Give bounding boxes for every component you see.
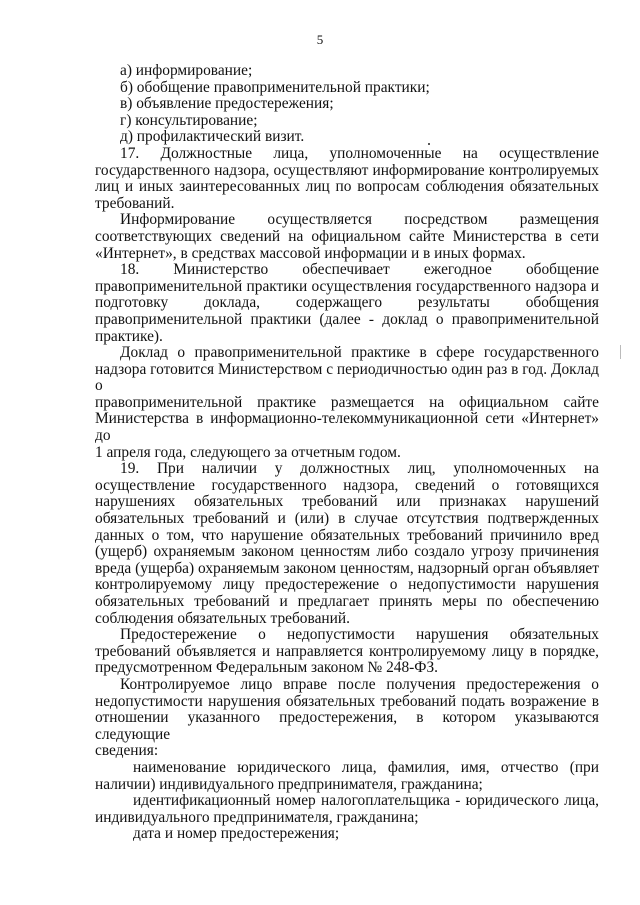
scan-speck — [428, 143, 430, 145]
text-line: обязательных требований и (или) в случае отсутствия подтвержденных — [95, 510, 599, 528]
text-line: нарушениях обязательных требований или признаках нарушений — [95, 493, 599, 511]
text-line: правоприменительной практики (далее - доклад о правоприменительной — [95, 310, 599, 328]
text-line: осуществление государственного надзора, сведений о готовящихся — [95, 476, 599, 494]
text-line: надзора готовится Министерством с периодичностью один раз в год. Доклад о — [95, 360, 599, 395]
text-line: 19. При наличии у должностных лиц, уполномоченных на — [120, 460, 599, 478]
text-line: соблюдения обязательных требований. — [95, 609, 350, 627]
text-line: г) консультирование; — [120, 111, 258, 129]
text-line: а) информирование; — [120, 62, 253, 79]
text-line: требований. — [95, 194, 175, 212]
text-line: д) профилактический визит. — [120, 128, 305, 146]
text-line: Доклад о правоприменительной практике в сфере государственного — [120, 344, 599, 362]
text-line: предусмотренном Федеральным законом № 248-ФЗ. — [95, 659, 439, 677]
text-line: подготовку доклада, содержащего результаты обобщения — [95, 294, 599, 312]
text-line: отношении указанного предостережения, в котором указываются следующие — [95, 709, 599, 743]
text-line: 17. Должностные лица, уполномоченные на осуществление — [120, 144, 599, 162]
text-line: наличии) индивидуального предпринимателя, гражданина; — [95, 775, 483, 793]
text-line: государственного надзора, осуществляют информирование контролируемых — [95, 161, 599, 179]
text-line: правоприменительной практики осуществления государственного надзора и — [95, 277, 599, 295]
text-line: «Интернет», в средствах массовой информации и в иных формах. — [95, 244, 526, 262]
text-line: контролируемому лицу предостережение о недопустимости нарушения — [95, 576, 599, 594]
text-line: дата и номер предостережения; — [133, 825, 340, 843]
document-body — [95, 63, 599, 843]
text-line: индивидуального предпринимателя, гражданина; — [95, 808, 419, 826]
text-line: вреда (ущерба) охраняемым законом ценностям, надзорный орган объявляет — [95, 559, 599, 577]
text-line: Информирование осуществляется посредством размещения — [120, 211, 599, 229]
text-line: 18. Министерство обеспечивает ежегодное обобщение — [120, 261, 599, 279]
scan-edge-mark — [620, 345, 621, 359]
text-line: наименование юридического лица, фамилия, имя, отчество (при — [133, 758, 599, 776]
text-line: соответствующих сведений на официальном сайте Министерства в сети — [95, 227, 599, 245]
text-line: сведения: — [95, 742, 159, 760]
text-line: б) обобщение правоприменительной практики; — [120, 78, 430, 96]
text-line: данных о том, что нарушение обязательных требований причинило вред — [95, 526, 599, 544]
text-line: практике). — [95, 327, 163, 345]
text-line: обязательных требований и предлагает принять меры по обеспечению — [95, 593, 599, 610]
text-line: недопустимости нарушения обязательных требований подать возражение в — [95, 692, 599, 710]
text-line: Контролируемое лицо вправе после получения предостережения о — [120, 675, 599, 693]
text-line: в) объявление предостережения; — [120, 95, 334, 113]
text-line: Министерства в информационно-телекоммуникационной сети «Интернет» до — [95, 410, 599, 445]
text-line: (ущерб) охраняемым законом ценностям либо создало угрозу причинения — [95, 543, 599, 561]
text-line: требований объявляется и направляется контролируемому лицу в порядке, — [95, 642, 599, 660]
text-line: 1 апреля года, следующего за отчетным годом. — [95, 443, 401, 461]
text-line: Предостережение о недопустимости нарушения обязательных — [120, 626, 599, 644]
text-line: лиц и иных заинтересованных лиц по вопросам соблюдения обязательных — [95, 178, 599, 196]
text-line: правоприменительной практике размещается на официальном сайте — [95, 393, 599, 411]
page-number: 5 — [316, 32, 324, 47]
text-line: идентификационный номер налогоплательщика - юридического лица, — [133, 792, 599, 810]
